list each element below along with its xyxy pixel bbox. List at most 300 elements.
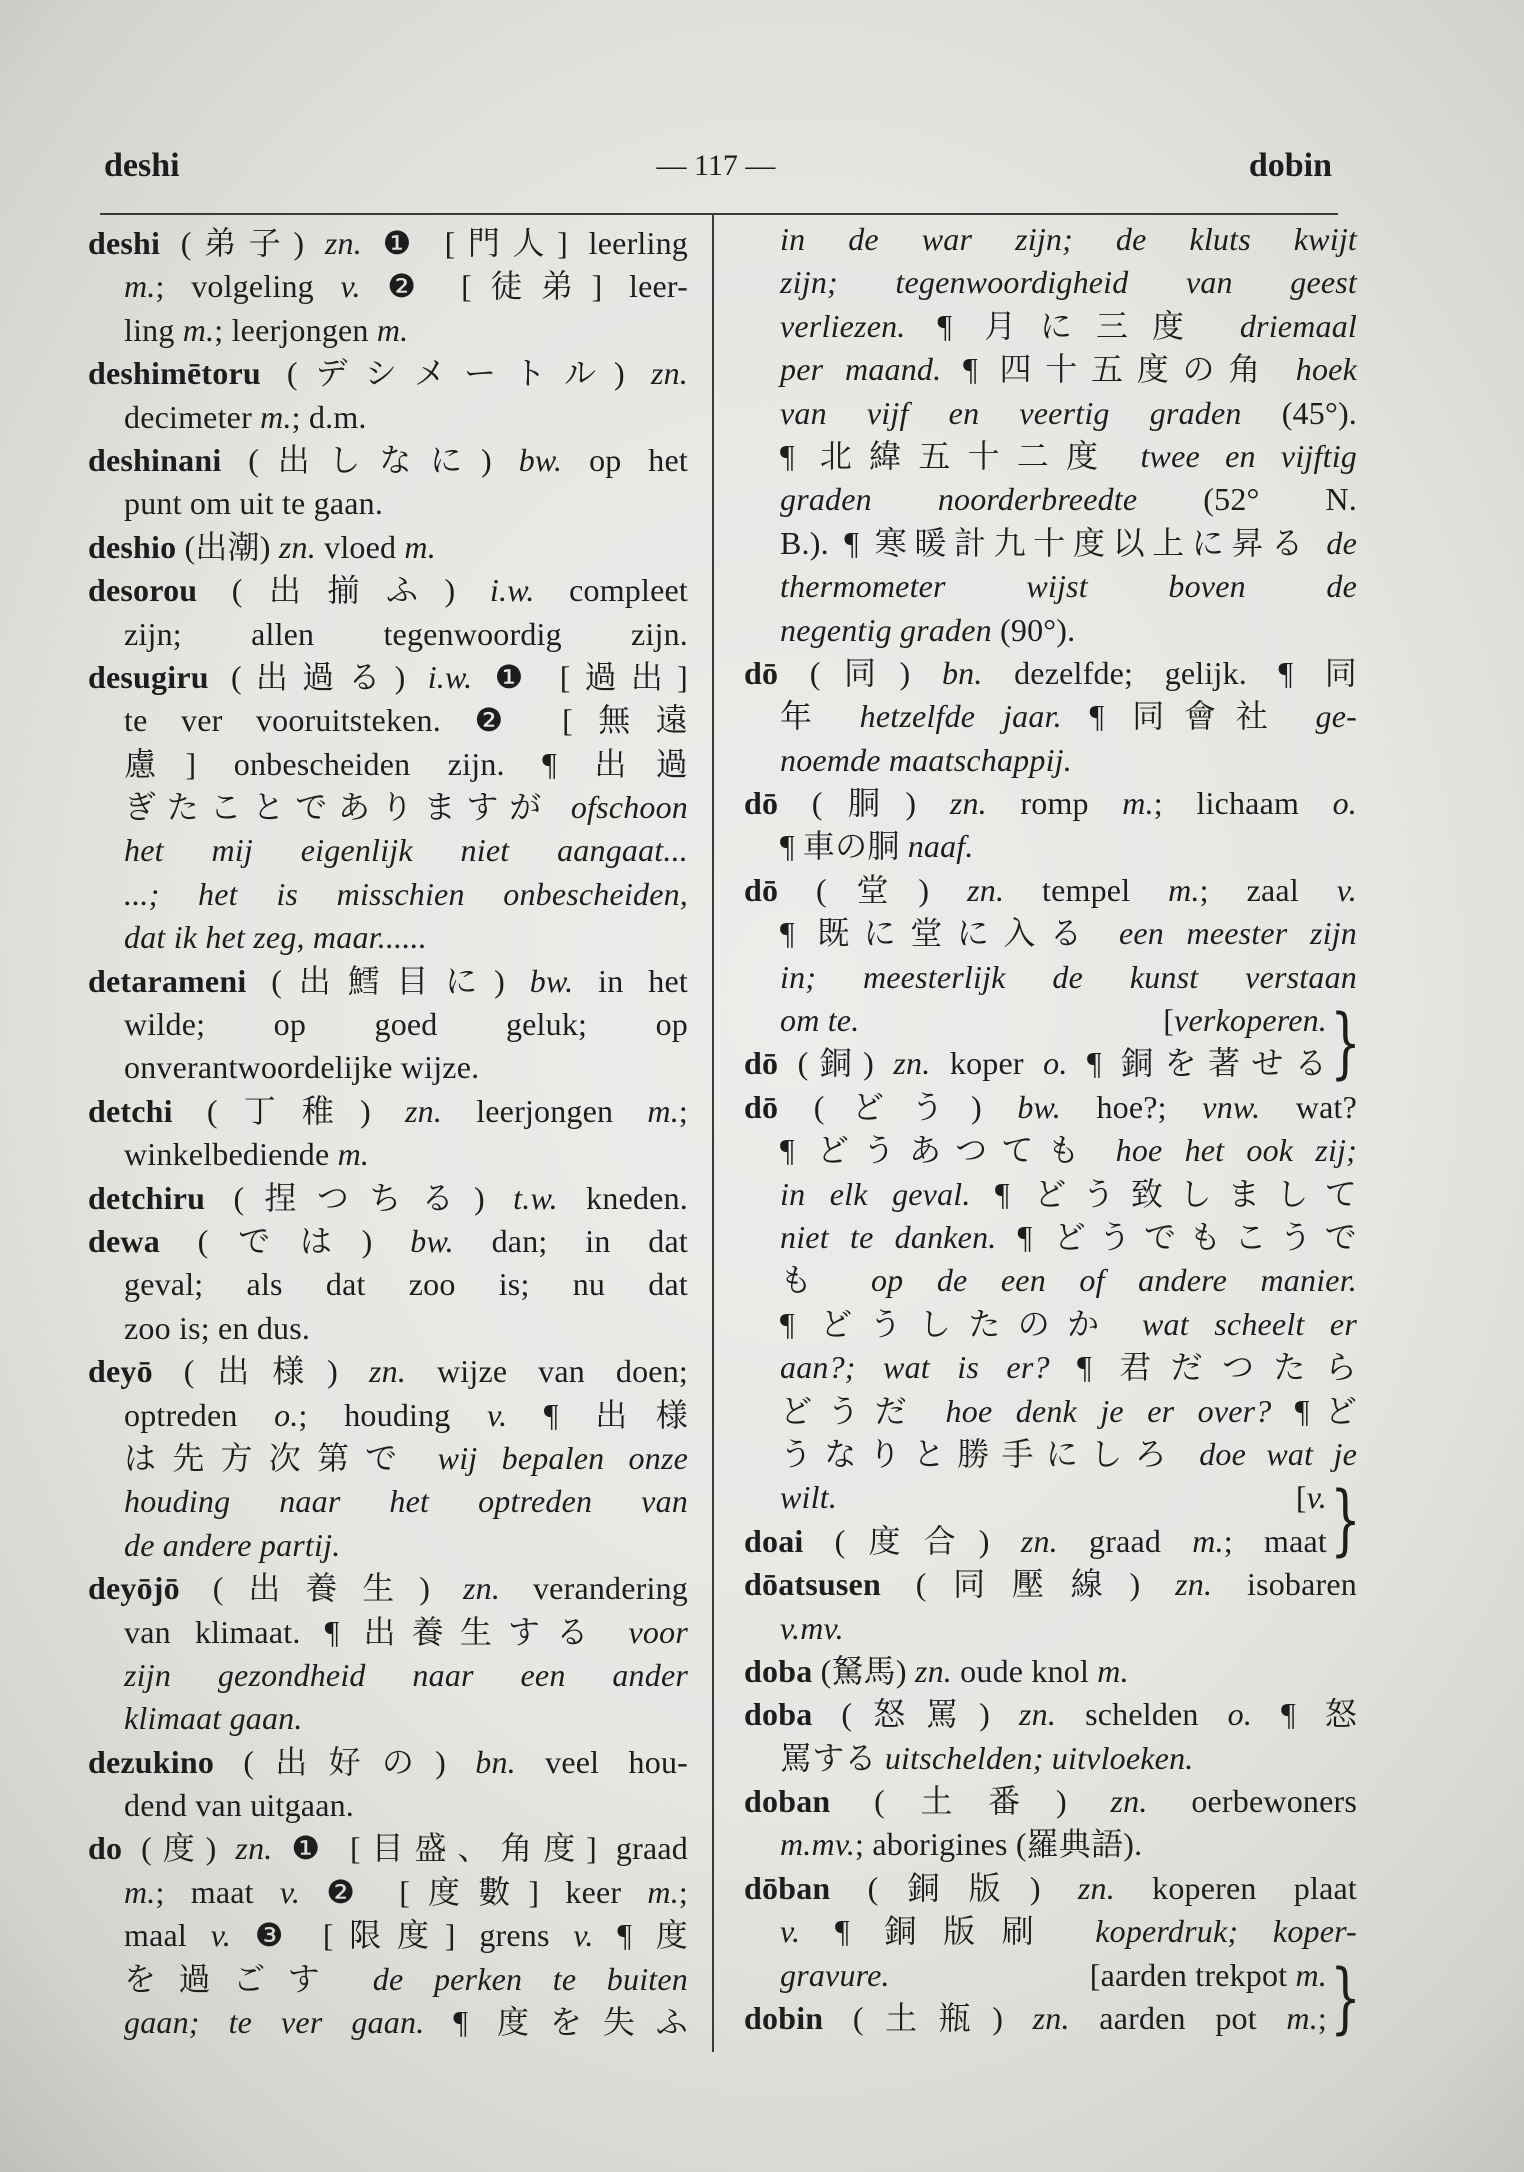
entry-text: (弟子) [160,225,325,261]
entry-text: ❶ [門人] leerling [361,225,689,261]
entry-text: (出過る) [208,658,428,695]
headword: do [88,1830,123,1867]
headword: detarameni [88,962,247,999]
entry-line [744,1476,1357,1519]
entry-text: leerjongen [442,1092,648,1129]
headword: deshimētoru [88,355,261,392]
entry-text: (出好の) [214,1743,476,1780]
entry-text: ❶ [過出] [472,658,689,695]
entry-text: は先方次第で [124,1439,438,1476]
entry-line [744,1823,1357,1866]
entry-text: geval; als dat zoo is; nu dat [124,1266,688,1303]
entry-line [88,1003,688,1046]
headword: dō [744,785,779,822]
entry-text: van klimaat. ¶ 出養生する [124,1613,629,1650]
entry-text: ¶ どうあつても [780,1132,1116,1169]
entry-line [88,1524,688,1567]
entry-text: ¶ 君だつたら [1049,1349,1358,1386]
italic-text: v. [780,1913,801,1950]
entry-line [88,1697,688,1740]
entry-text: (90°). [991,611,1076,648]
entry-text: [ [1295,1479,1307,1516]
italic-text: zn. [462,1570,501,1607]
entry-text: ¶ 車の胴 [780,828,908,865]
entry-line [88,482,688,525]
entry-line [88,743,688,786]
entry-text: ; houding [298,1396,488,1433]
italic-text: o. [1043,1045,1068,1082]
entry-text: (堂) [778,871,968,908]
entry-text: kneden. [557,1179,688,1216]
entry-text: (度合) [803,1522,1021,1559]
entry-line [88,829,688,872]
italic-text: zn. [914,1652,952,1689]
entry-text: (出養生) [179,1570,463,1607]
entry-line [88,916,688,959]
italic-text: m. [1122,785,1154,822]
italic-text: de perken te buiten [372,1960,688,1997]
headword: dobin [744,2000,824,2037]
italic-text: twee en vijftig [1140,437,1357,474]
italic-text: bw. [410,1222,454,1259]
entry-text: maal [124,1917,211,1954]
headword: detchiru [88,1179,206,1216]
entry-line [88,1394,688,1437]
italic-text: hoe het ook zij; [1115,1132,1357,1169]
italic-text: i.w. [427,658,473,695]
entry-text: ¶ 銅版刷 [800,1913,1096,1950]
headword: doban [744,1783,831,1820]
italic-text: om te. [780,1002,860,1039]
line-left-part [780,999,859,1042]
entry-text: wilde; op goed geluk; op [124,1006,688,1043]
entry-text: (土番) [830,1783,1111,1820]
entry-text: 罵する [780,1739,885,1776]
entry-line [744,1086,1357,1129]
headword: deshio [88,528,177,565]
entry-line [88,1871,688,1914]
italic-text: o. [274,1396,299,1433]
entry-text: ❶ [目盛、角度] graad [272,1830,688,1867]
entry-line [744,609,1357,652]
italic-text: dat ik het zeg, maar...... [124,919,427,956]
entry-text: schelden [1056,1696,1228,1733]
entry-text: ¶ど [1271,1392,1357,1429]
entry-line [744,782,1357,825]
entry-text: (出様) [152,1353,369,1390]
entry-text: うなりと勝手にしろ [780,1435,1200,1472]
italic-text: de [1326,524,1357,561]
entry-text: ; zaal [1199,871,1337,908]
italic-text: per maand. [780,351,942,388]
entry-line [744,1867,1357,1910]
entry-line [88,1307,688,1350]
entry-text: koper [930,1045,1044,1082]
italic-text: v.mv. [780,1609,844,1646]
italic-text: vnw. [1202,1088,1261,1125]
entry-line [744,1390,1357,1433]
italic-text: zn. [650,355,688,392]
entry-text: koperen plaat [1114,1869,1357,1906]
entry-line [88,569,688,612]
entry-text: ; [678,1092,688,1129]
italic-text: m. [1295,1956,1327,1993]
entry-text: (丁稚) [172,1092,405,1129]
headword: dō [744,1088,779,1125]
entry-line [88,526,688,569]
entry-text: ❷ [度數] keer [300,1873,648,1910]
italic-text: m. [260,398,292,435]
entry-text: ¶ 銅を著せる [1067,1045,1327,1082]
line-left-part [780,1954,890,1997]
entry-line [744,956,1357,999]
entry-line [744,348,1357,391]
entry-line [744,825,1357,868]
entry-text: zijn; allen tegenwoordig zijn. [124,615,688,652]
entry-line [744,1910,1357,1953]
entry-text: ¶ 同會社 [1061,698,1316,735]
italic-text: ofschoon [570,789,688,826]
entry-line [88,439,688,482]
entry-text: ling [124,311,183,348]
italic-text: t.w. [513,1179,558,1216]
entry-line [744,1693,1357,1736]
entry-text: verandering [500,1570,688,1607]
left-column [88,222,688,2044]
entry-text: (駑馬) [812,1652,915,1689]
entry-line [88,309,688,352]
entry-text: ; volgeling [155,268,341,305]
entry-line [88,1046,688,1089]
italic-text: m. [1097,1652,1129,1689]
page-number: — 117 — [656,149,776,182]
entry-line [88,1220,688,1263]
italic-text: wilt. [780,1479,838,1516]
entry-text: tempel [1004,871,1169,908]
right-column [744,218,1357,2040]
entry-line [88,1090,688,1133]
entry-text: romp [986,785,1123,822]
entry-text: (土瓶) [823,2000,1033,2037]
entry-text: punt om uit te gaan. [124,485,384,522]
entry-text: 年 [780,698,860,735]
entry-line [88,960,688,1003]
entry-text: [ [1163,1002,1175,1039]
italic-text: m. [1168,871,1200,908]
entry-text: ¶ 月に三度 [905,307,1240,344]
entry-text: veel hou- [515,1743,688,1780]
italic-text: v. [1306,1479,1327,1516]
headword: dōatsusen [744,1566,881,1603]
italic-text: m. [404,528,436,565]
entry-text: (胴) [778,785,950,822]
entry-text: (度) [122,1830,236,1867]
entry-line [88,873,688,916]
entry-line [88,699,688,742]
entry-line [88,613,688,656]
italic-text: m. [1286,2000,1318,2037]
entry-line [744,1173,1357,1216]
entry-text: oude knol [951,1652,1098,1689]
italic-text: m. [182,311,215,348]
entry-text: dend van uitgaan. [124,1787,354,1824]
entry-text: zoo is; en dus. [124,1309,311,1346]
italic-text: v. [573,1917,594,1954]
entry-line [88,1263,688,1306]
entry-text: optreden [124,1396,275,1433]
italic-text: zn. [324,225,362,261]
entry-line [88,352,688,395]
entry-text: aarden pot [1069,2000,1287,2037]
entry-text: vloed [315,528,405,565]
entry-line [88,1437,688,1480]
line-right-part [1296,1476,1327,1519]
entry-text: (怒罵) [812,1696,1019,1733]
italic-text: v. [340,268,361,305]
entry-line [744,1954,1357,1997]
headword: doba [744,1696,813,1733]
entry-line [88,396,688,439]
entry-text: ¶ どうでもこうで [996,1218,1357,1255]
entry-text: ¶ 出様 [507,1396,688,1433]
entry-text: も [780,1262,871,1299]
italic-text: graden noorderbreedte [780,481,1138,518]
entry-text: ; [678,1873,688,1910]
italic-text: op de een of andere manier. [870,1262,1357,1299]
line-right-part [1090,1954,1327,1997]
entry-text: ¶ 四十五度の角 [941,351,1296,388]
italic-text: wij bepalen onze [437,1439,689,1476]
italic-text: zn. [893,1045,931,1082]
entry-text: (出揃ふ) [197,572,490,609]
italic-text: m.mv. [780,1826,856,1863]
italic-text: verkoperen. [1174,1002,1327,1039]
entry-line [744,1259,1357,1302]
italic-text: in elk geval. [780,1175,971,1212]
italic-text: m. [124,268,156,305]
entry-text: (出潮) [176,528,279,565]
entry-line [744,1997,1357,2040]
entry-line [744,1780,1357,1823]
entry-line [744,261,1357,304]
headword: dezukino [88,1743,215,1780]
italic-text: o. [1227,1696,1253,1733]
italic-text: verliezen. [780,307,906,344]
italic-text: m. [376,311,409,348]
entry-text: op het [562,441,688,478]
entry-line [744,912,1357,955]
headword: dō [744,871,779,908]
italic-text: driemaal [1239,307,1357,344]
entry-line [744,1563,1357,1606]
entry-text: (デシメートル) [260,355,651,392]
entry-text: (同壓線) [880,1566,1176,1603]
italic-text: ge- [1315,698,1358,735]
italic-text: bw. [529,962,574,999]
italic-text: koperdruk; koper- [1095,1913,1357,1950]
headword: deyōjō [88,1570,180,1607]
italic-text: zn. [1175,1566,1213,1603]
italic-text: wat scheelt er [1142,1305,1357,1342]
italic-text: m. [647,1873,679,1910]
entry-line [744,522,1357,565]
entry-line [744,1520,1357,1563]
italic-text: aan?; wat is er? [780,1349,1050,1386]
entry-line [88,1914,688,1957]
italic-text: zn. [1020,1522,1058,1559]
entry-text: ; [1317,2000,1327,2037]
italic-text: v. [210,1917,231,1954]
italic-text: o. [1332,785,1357,822]
headword: dō [744,1045,779,1082]
entry-text: ¶ 怒 [1252,1696,1357,1733]
entry-line [744,565,1357,608]
headword: doai [744,1522,804,1559]
entry-line [88,1480,688,1523]
entry-line [88,786,688,829]
italic-text: negentig graden [780,611,992,648]
entry-line [88,1177,688,1220]
entry-text: ; aborigines (羅典語). [855,1826,1143,1863]
entry-text: te ver vooruitsteken. ❷ [無遠 [124,702,688,739]
italic-text: zn. [235,1830,273,1867]
entry-text: in het [573,962,688,999]
headword: detchi [88,1092,173,1129]
entry-line [88,1784,688,1827]
entry-line [744,739,1357,782]
italic-text: in; meesterlijk de kunst verstaan [780,958,1357,995]
line-right-part [1163,999,1327,1042]
italic-text: m. [337,1136,370,1173]
headword: dō [744,654,779,691]
entry-line [88,222,688,265]
italic-text: zn. [368,1353,407,1390]
entry-text: ; maat [1223,1522,1328,1559]
entry-line [744,999,1357,1042]
italic-text: zn. [278,528,316,565]
entry-text: ; d.m. [291,398,367,435]
italic-text: zn. [967,871,1005,908]
italic-text: noemde maatschappij. [780,741,1072,778]
italic-text: v. [1336,871,1357,908]
italic-text: zn. [1110,1783,1148,1820]
italic-text: bn. [475,1743,516,1780]
entry-line [744,1737,1357,1780]
column-divider [712,214,714,2052]
italic-text: m. [647,1092,679,1129]
italic-text: klimaat gaan. [124,1700,303,1737]
entry-text: [aarden trekpot [1089,1956,1296,1993]
entry-text: (52° N. [1137,481,1357,518]
entry-line [744,435,1357,478]
entry-line [744,218,1357,261]
entry-text: winkelbediende [124,1136,338,1173]
entry-line [744,869,1357,912]
entry-text: (出鱈目に) [246,962,530,999]
entry-text: どうだ [780,1392,946,1429]
header-rule [100,213,1338,215]
italic-text: houding naar het optreden van [124,1483,688,1520]
italic-text: v. [279,1873,301,1910]
italic-text: naaf. [907,828,974,865]
entry-line [88,1827,688,1870]
entry-text: compleet [534,572,688,609]
headword: deshi [88,225,161,261]
entry-line [88,1567,688,1610]
italic-text: in de war zijn; de kluts kwijt [780,221,1357,257]
entry-text: (45°). [1241,394,1358,431]
entry-text: ; lichaam [1153,785,1333,822]
entry-line [88,2001,688,2044]
entry-text: wat? [1260,1088,1358,1125]
headword: doba [744,1652,813,1689]
entry-line [744,1303,1357,1346]
entry-text: 慮] onbescheiden zijn. ¶ 出過 [124,745,688,782]
italic-text: van vijf en veertig graden [780,394,1242,431]
entry-text: (銅版) [830,1869,1078,1906]
entry-text: (どう) [778,1088,1018,1125]
entry-text: ぎたことでありますが [124,789,571,826]
italic-text: de andere partij. [124,1526,341,1563]
entry-text: onverantwoordelijke wijze. [124,1049,480,1086]
entry-text: ¶ 既に堂に入る [780,915,1119,952]
italic-text: zn. [1032,2000,1070,2037]
italic-text: bn. [941,654,983,691]
entry-text: ¶ どうしたのか [780,1305,1143,1342]
entry-text: isobaren [1212,1566,1357,1603]
entry-text: ❷ [徒弟] leer- [360,268,688,305]
headword: deyō [88,1353,153,1390]
entry-line [88,656,688,699]
line-left-part [780,1476,837,1519]
italic-text: zijn gezondheid naar een ander [124,1656,688,1693]
entry-line [744,1650,1357,1693]
italic-text: zn. [404,1092,443,1129]
entry-line [744,1346,1357,1389]
entry-line [744,392,1357,435]
headword: dōban [744,1869,831,1906]
entry-line [88,1958,688,2001]
entry-text: ¶ 北緯五十二度 [780,437,1141,474]
entry-line [744,1042,1357,1085]
italic-text: hoe denk je er over? [945,1392,1272,1429]
italic-text: gravure. [780,1956,890,1993]
entry-text: decimeter [124,398,261,435]
entry-line [88,1611,688,1654]
italic-text: bw. [1017,1088,1061,1125]
italic-text: hoek [1295,351,1357,388]
entry-text: (捏つちる) [205,1179,514,1216]
entry-line [88,1741,688,1784]
running-head-left: deshi [104,147,180,184]
italic-text: doe wat je [1199,1435,1357,1472]
entry-line [88,1654,688,1697]
italic-text: m. [124,1873,156,1910]
entry-text: hoe?; [1060,1088,1203,1125]
italic-text: v. [487,1396,508,1433]
headword: dewa [88,1222,160,1259]
entry-line [88,1133,688,1176]
entry-line [88,1350,688,1393]
entry-line [744,478,1357,521]
entry-text: wijze van doen; [406,1353,689,1390]
entry-line [88,265,688,308]
entry-text: B.). ¶ 寒暖計九十度以上に昇る [780,524,1327,561]
entry-line [744,1433,1357,1476]
italic-text: zijn; tegenwoordigheid van geest [780,264,1357,301]
entry-line [744,1216,1357,1259]
italic-text: zn. [1019,1696,1057,1733]
